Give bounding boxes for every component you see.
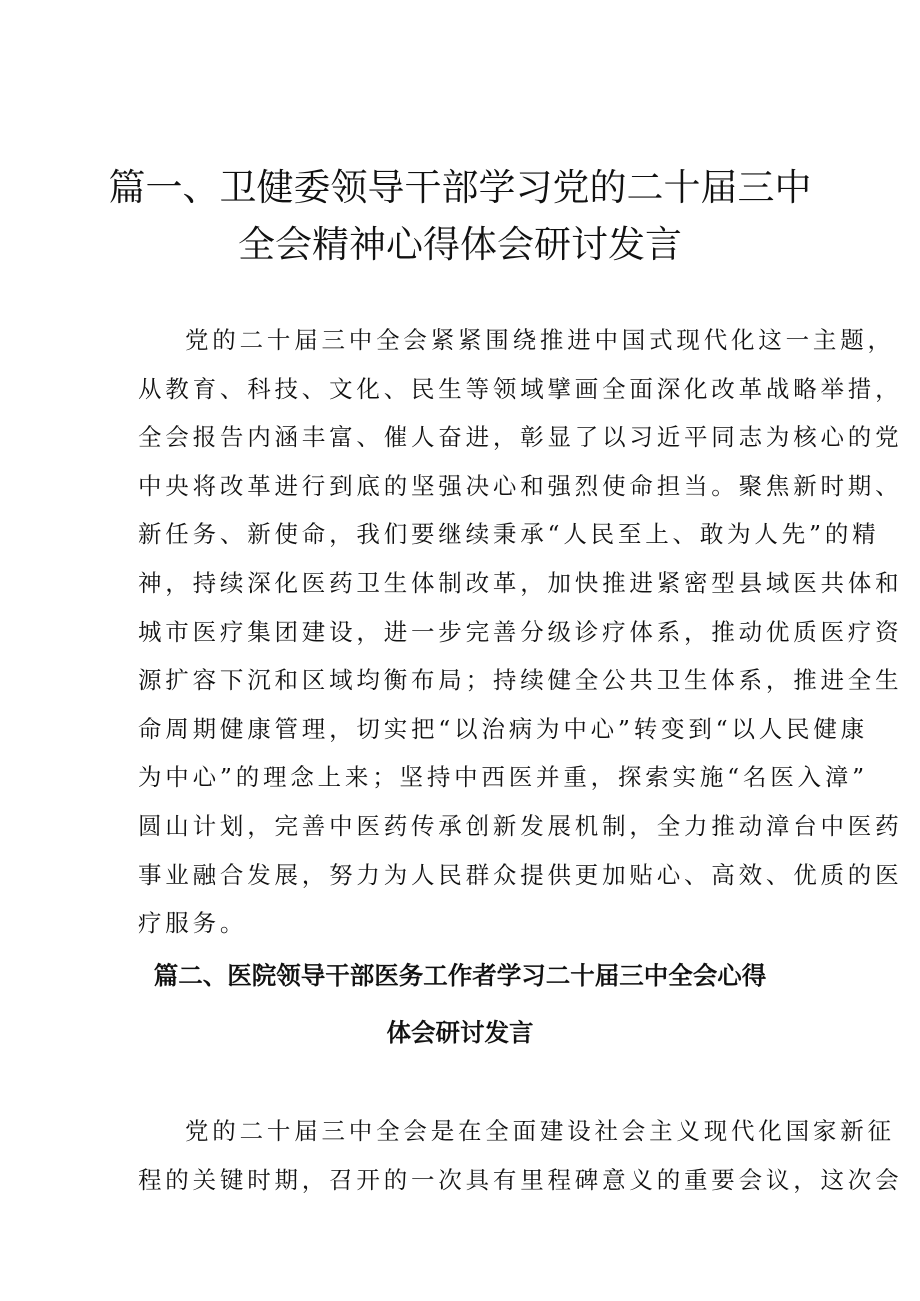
paragraph-line: 新任务、新使命，我们要继续秉承“人民至上、敢为人先”的精 (138, 520, 880, 549)
paragraph-line: 疗服务。 (138, 909, 248, 938)
section1-paragraph (138, 316, 903, 948)
section2-title-line-1: 篇二、医院领导干部医务工作者学习二十届三中全会心得 (153, 961, 767, 990)
section2-paragraph (138, 1107, 903, 1204)
paragraph-line: 全会报告内涵丰富、催人奋进，彰显了以习近平同志为核心的党 (138, 423, 903, 452)
paragraph-line: 中央将改革进行到底的坚强决心和强烈使命担当。聚焦新时期、 (138, 471, 903, 500)
paragraph-line: 神，持续深化医药卫生体制改革，加快推进紧密型县域医共体和 (138, 568, 903, 597)
paragraph-line: 为中心”的理念上来；坚持中西医并重，探索实施“名医入漳” (138, 763, 868, 792)
paragraph-line: 党的二十届三中全会紧紧围绕推进中国式现代化这一主题， (185, 326, 895, 354)
section1-title-line-2: 全会精神心得体会研讨发言 (238, 223, 682, 266)
paragraph-line: 城市医疗集团建设，进一步完善分级诊疗体系，推动优质医疗资 (138, 617, 903, 646)
paragraph-line: 源扩容下沉和区域均衡布局；持续健全公共卫生体系，推进全生 (138, 666, 903, 695)
paragraph-line: 命周期健康管理，切实把“以治病为中心”转变到“以人民健康 (138, 714, 868, 743)
section1-title-line-1: 篇一、卫健委领导干部学习党的二十届三中 (108, 166, 812, 209)
paragraph-line: 程的关键时期，召开的一次具有里程碑意义的重要会议，这次会 (138, 1165, 903, 1194)
section2-title-line-2: 体会研讨发言 (386, 1018, 534, 1047)
paragraph-line: 从教育、科技、文化、民生等领域擘画全面深化改革战略举措， (138, 374, 903, 403)
paragraph-line: 事业融合发展，努力为人民群众提供更加贴心、高效、优质的医 (138, 860, 903, 889)
paragraph-line: 党的二十届三中全会是在全面建设社会主义现代化国家新征 (185, 1117, 895, 1145)
paragraph-line: 圆山计划，完善中医药传承创新发展机制，全力推动漳台中医药 (138, 811, 903, 840)
